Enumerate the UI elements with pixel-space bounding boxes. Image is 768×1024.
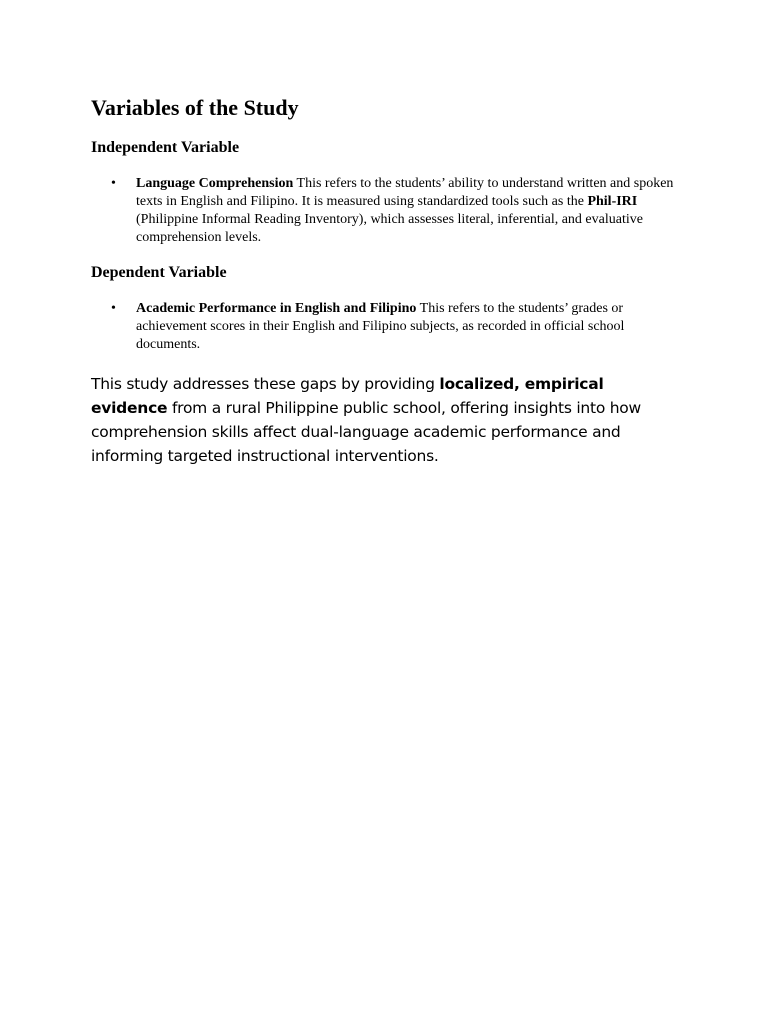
tool-name: Phil-IRI [587,194,638,209]
list-item [91,175,681,247]
dependent-variable-list [91,300,681,354]
variable-description: This refers to the students’ ability to understand written and spoken texts in English and Filipino. It is measured using standardized tools such as the [136,176,674,209]
dependent-variable-heading: Dependent Variable [91,264,227,281]
independent-variable-list [91,175,681,247]
variable-description-continued: (Philippine Informal Reading Inventory), which assesses literal, inferential, and evaluative comprehension levels. [136,212,643,245]
document-body [91,94,681,468]
list-item [91,300,681,354]
summary-paragraph [91,372,681,468]
summary-emphasis: localized, empirical evidence [91,375,604,417]
page-title: Variables of the Study [91,95,299,120]
summary-text: This study addresses these gaps by providing [91,375,440,393]
variable-term: Academic Performance in English and Filipino [136,301,417,316]
variable-term: Language Comprehension [136,176,294,191]
bullet-icon: • [111,301,116,316]
independent-variable-heading: Independent Variable [91,139,240,156]
summary-text-continued: from a rural Philippine public school, offering insights into how comprehension skills affect dual-language academic performance and informing targeted instructional interventions. [91,399,641,465]
bullet-icon: • [111,176,116,191]
variable-description: This refers to the students’ grades or achievement scores in their English and Filipino subjects, as recorded in official school documents. [136,301,625,352]
